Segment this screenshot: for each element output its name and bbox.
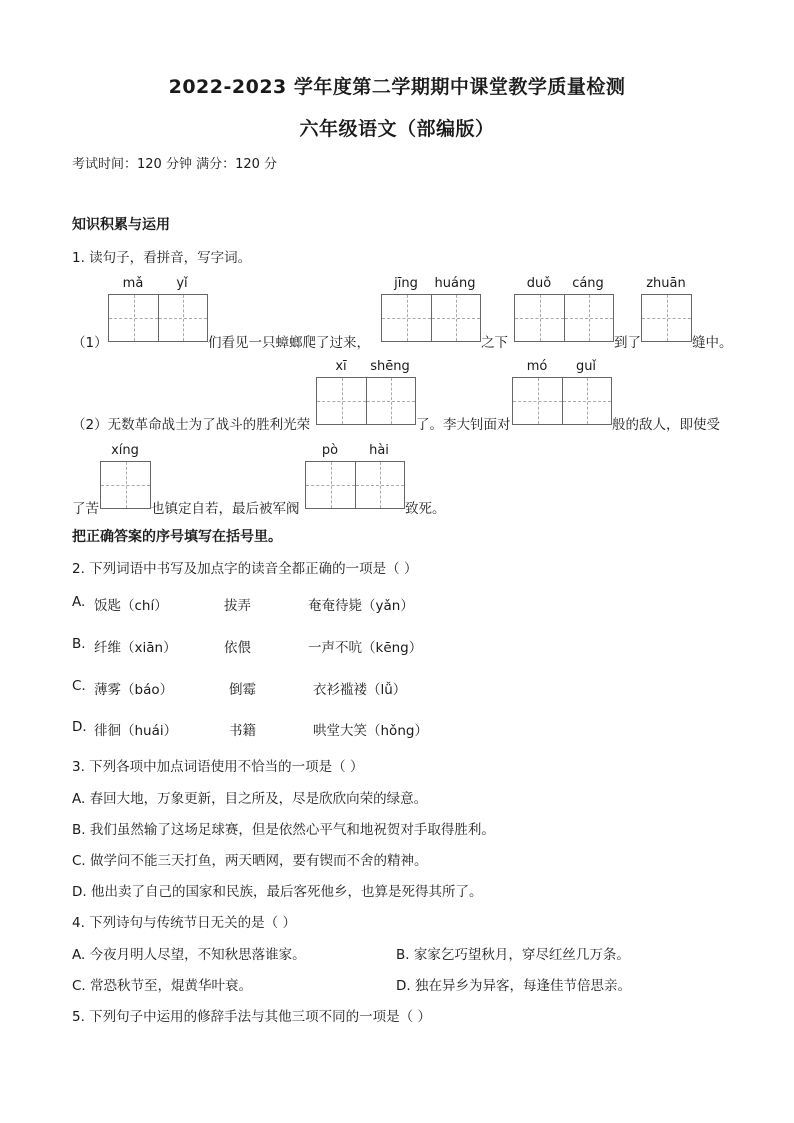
q2-option-word: 依偎 <box>224 640 251 656</box>
q1-line1-prefix: （1） <box>72 335 108 351</box>
q2-option-word: 薄雾（báo） <box>94 682 174 698</box>
answer-grid-xing[interactable] <box>100 461 151 509</box>
q2-option-label[interactable]: C. <box>72 678 86 694</box>
pinyin-label: xī <box>335 359 347 374</box>
question-2-stem: 2. 下列词语中书写及加点字的读音全都正确的一项是（ ） <box>72 561 418 577</box>
q2-option-word: 饭匙（chí） <box>94 598 168 614</box>
q1-line3-text: 致死。 <box>405 501 446 517</box>
q2-option-word: 一声不吭（kēng） <box>308 640 423 656</box>
q2-option-label[interactable]: D. <box>72 719 87 735</box>
pinyin-label: pò <box>321 443 339 458</box>
q1-line1-text: 之下 <box>481 335 508 351</box>
pinyin-label: hài <box>369 443 389 458</box>
q2-option-word: 纤维（xiān） <box>94 640 177 656</box>
q1-line2-text: 了。李大钊面对 <box>416 417 511 433</box>
exam-info: 考试时间：120 分钟 满分：120 分 <box>72 157 278 172</box>
q3-option[interactable]: C. 做学问不能三天打鱼，两天晒网，要有锲而不舍的精神。 <box>72 853 428 869</box>
q1-line1-text: 到了 <box>614 335 641 351</box>
answer-grid-mayi[interactable] <box>108 294 208 342</box>
q3-option[interactable]: B. 我们虽然输了这场足球赛，但是依然心平气和地祝贺对手取得胜利。 <box>72 822 495 838</box>
answer-grid-duocang[interactable] <box>514 294 614 342</box>
q2-option-word: 徘徊（huái） <box>94 723 178 739</box>
question-5-stem: 5. 下列句子中运用的修辞手法与其他三项不同的一项是（ ） <box>72 1009 431 1025</box>
q2-option-word: 哄堂大笑（hǒng） <box>313 723 428 739</box>
pinyin-label: duǒ <box>526 276 552 291</box>
answer-grid-zhuan[interactable] <box>641 294 692 342</box>
q1-line2-text: 般的敌人，即使受 <box>612 417 720 433</box>
q2-option-word: 书籍 <box>229 723 256 739</box>
answer-grid-mogui[interactable] <box>512 377 612 425</box>
pinyin-label: mó <box>526 359 548 374</box>
q2-option-label[interactable]: A. <box>72 594 86 610</box>
answer-grid-pohai[interactable] <box>305 461 405 509</box>
q4-option[interactable]: A. 今夜月明人尽望，不知秋思落谁家。 <box>72 947 306 963</box>
q1-line3-prefix: 了苦 <box>72 501 99 517</box>
pinyin-label: jīng <box>394 276 418 291</box>
q3-option[interactable]: A. 春回大地，万象更新，目之所及，尽是欣欣向荣的绿意。 <box>72 791 428 807</box>
pinyin-label: shēng <box>370 359 410 374</box>
pinyin-label: mǎ <box>122 276 144 291</box>
q1-line2-prefix: （2）无数革命战士为了战斗的胜利光荣 <box>72 417 311 433</box>
answer-grid-xisheng[interactable] <box>316 377 416 425</box>
pinyin-label: cáng <box>572 276 604 291</box>
pinyin-label: guǐ <box>575 359 597 374</box>
exam-title: 2022-2023 学年度第二学期期中课堂教学质量检测 <box>168 76 626 98</box>
section-heading-knowledge: 知识积累与运用 <box>72 217 170 233</box>
q3-option[interactable]: D. 他出卖了自己的国家和民族，最后客死他乡，也算是死得其所了。 <box>72 884 483 900</box>
q2-option-word: 衣衫褴褛（lǚ） <box>313 682 407 698</box>
pinyin-label: zhuān <box>646 276 686 291</box>
section-heading-choice: 把正确答案的序号填写在括号里。 <box>72 529 282 545</box>
question-4-stem: 4. 下列诗句与传统节日无关的是（ ） <box>72 915 296 931</box>
q2-option-word: 拔弄 <box>224 598 251 614</box>
q4-option[interactable]: D. 独在异乡为异客，每逢佳节倍思亲。 <box>396 978 631 994</box>
exam-subtitle: 六年级语文（部编版） <box>299 118 495 140</box>
pinyin-label: yǐ <box>176 276 188 291</box>
question-1-stem: 1. 读句子，看拼音，写字词。 <box>72 250 252 266</box>
q2-option-word: 奄奄待毙（yǎn） <box>308 598 414 614</box>
pinyin-label: huáng <box>434 276 476 291</box>
q1-line3-text: 也镇定自若，最后被军阀 <box>151 501 300 517</box>
q4-option[interactable]: C. 常恐秋节至，焜黄华叶衰。 <box>72 978 253 994</box>
pinyin-label: xíng <box>111 443 139 458</box>
q1-line1-text: 们看见一只蟑螂爬了过来， <box>208 335 370 351</box>
answer-grid-jinghuang[interactable] <box>381 294 481 342</box>
q4-option[interactable]: B. 家家乞巧望秋月，穿尽红丝几万条。 <box>396 947 630 963</box>
q2-option-label[interactable]: B. <box>72 636 86 652</box>
q1-line1-text: 缝中。 <box>692 335 733 351</box>
question-3-stem: 3. 下列各项中加点词语使用不恰当的一项是（ ） <box>72 759 364 775</box>
q2-option-word: 倒霉 <box>229 682 256 698</box>
